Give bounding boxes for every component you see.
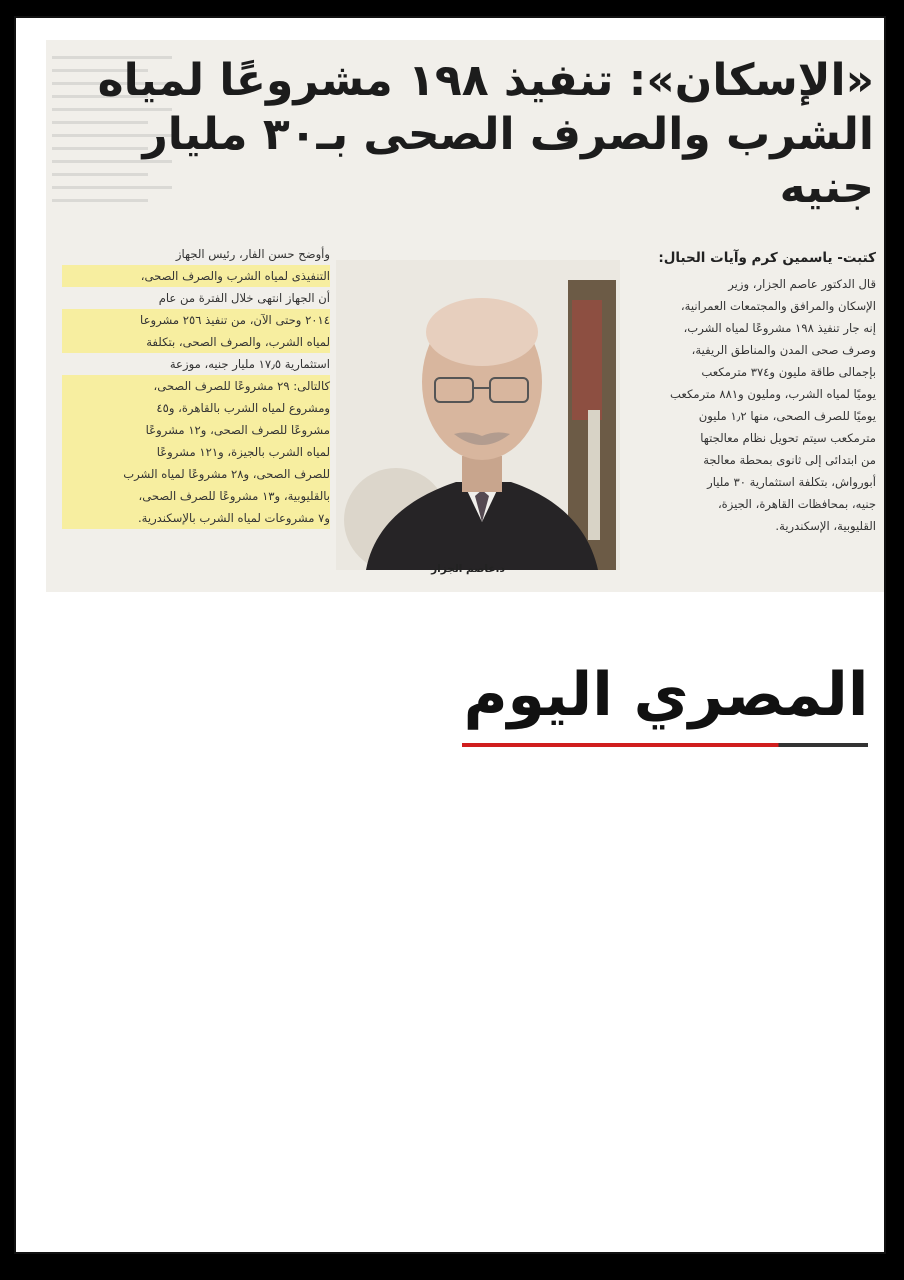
text-line: إنه جار تنفيذ ١٩٨ مشروعًا لمياه الشرب، bbox=[683, 321, 876, 335]
highlighted-text-line: مشروعًا للصرف الصحى، و١٢ مشروعًا bbox=[62, 419, 330, 441]
text-line: وصرف صحى المدن والمناطق الريفية، bbox=[691, 343, 876, 357]
newspaper-clipping bbox=[46, 40, 884, 592]
highlighted-text-line: لمياه الشرب، والصرف الصحى، بتكلفة bbox=[62, 331, 330, 353]
page-frame bbox=[14, 16, 886, 1254]
article-headline: «الإسكان»: تنفيذ ١٩٨ مشروعًا لمياه الشرب والصرف الصحى بـ٣٠ مليار جنيه bbox=[97, 55, 874, 214]
text-line: القليوبية، الإسكندرية. bbox=[775, 519, 876, 533]
text-line: الإسكان والمرافق والمجتمعات العمرانية، bbox=[680, 299, 876, 313]
text-line: من ابتدائى إلى ثانوى بمحطة معالجة bbox=[703, 453, 876, 467]
newspaper-name: المصري اليوم bbox=[463, 660, 869, 730]
highlighted-text-line: ٢٠١٤ وحتى الآن، من تنفيذ ٢٥٦ مشروعا bbox=[62, 309, 330, 331]
text-line: أبورواش، بتكلفة استثمارية ٣٠ مليار bbox=[707, 475, 876, 489]
minister-photo bbox=[336, 260, 620, 570]
text-line: يوميًا للصرف الصحى، منها ١٫٢ مليون bbox=[698, 409, 876, 423]
article-column-left bbox=[62, 243, 330, 529]
highlighted-text-line: ومشروع لمياه الشرب بالقاهرة، و٤٥ bbox=[62, 397, 330, 419]
text-line: مترمكعب سيتم تحويل نظام معالجتها bbox=[700, 431, 876, 445]
text-line: بإجمالى طاقة مليون و٣٧٤ مترمكعب bbox=[701, 365, 876, 379]
highlighted-text-line: و٧ مشروعات لمياه الشرب بالإسكندرية. bbox=[62, 507, 330, 529]
logo-underline bbox=[462, 743, 868, 747]
text-line: استثمارية ١٧٫٥ مليار جنيه، موزعة bbox=[169, 357, 330, 371]
text-line: يوميًا لمياه الشرب، ومليون و٨٨١ مترمكعب bbox=[669, 387, 876, 401]
highlighted-text-line: كالتالى: ٢٩ مشروعًا للصرف الصحى، bbox=[62, 375, 330, 397]
article-column-right bbox=[626, 273, 876, 537]
portrait-illustration bbox=[336, 260, 620, 570]
text-line: أن الجهاز انتهى خلال الفترة من عام bbox=[158, 291, 330, 305]
highlighted-text-line: بالقليوبية، و١٣ مشروعًا للصرف الصحى، bbox=[62, 485, 330, 507]
text-line: وأوضح حسن الفار، رئيس الجهاز bbox=[175, 247, 330, 261]
text-line: جنيه، بمحافظات القاهرة، الجيزة، bbox=[717, 497, 876, 511]
highlighted-text-line: لمياه الشرب بالجيزة، و١٢١ مشروعًا bbox=[62, 441, 330, 463]
photo-caption: د.عاصم الجزار bbox=[431, 563, 505, 575]
highlighted-text-line: للصرف الصحى، و٢٨ مشروعًا لمياه الشرب bbox=[62, 463, 330, 485]
highlighted-text-line: التنفيذى لمياه الشرب والصرف الصحى، bbox=[62, 265, 330, 287]
text-line: قال الدكتور عاصم الجزار، وزير bbox=[728, 277, 876, 291]
article-byline: كتبت- ياسمين كرم وآيات الحبال: bbox=[658, 250, 876, 266]
newspaper-logo bbox=[456, 655, 876, 755]
